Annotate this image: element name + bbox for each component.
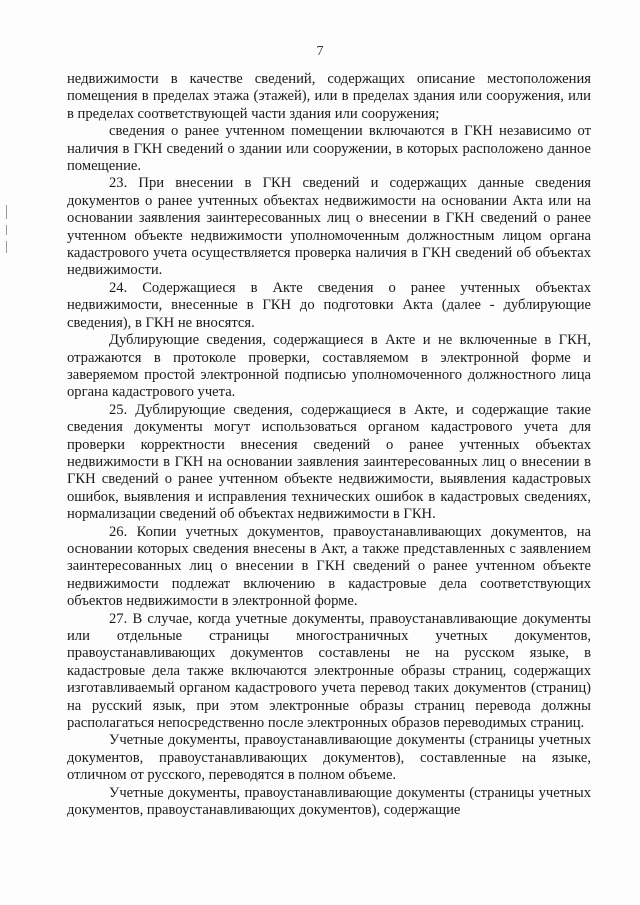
paragraph-item-26: 26. Копии учетных документов, правоустанавливающих документов, на основании которых сведения внесены в Акт, а также представленных с заявлением заинтересованных лиц о внесении в ГКН сведений о ранее учтенном объекте недвижимости подлежат включению в кадастровые дела соответствующих объектов недвижимости в электронной форме. bbox=[67, 523, 591, 610]
paragraph-continuation: недвижимости в качестве сведений, содержащих описание местоположения помещения в пределах этажа (этажей), или в пределах здания или сооружения, или в пределах соответствующей части здания или сооружения; bbox=[67, 71, 591, 122]
paragraph-item-27: 27. В случае, когда учетные документы, правоустанавливающие документы или отдельные страницы многостраничных учетных документов, правоустанавливающих документов составлены не на русском языке, в кадастровые дела также включаются электронные образы страниц, содержащих изготавливаемый органом кадастрового учета перевод таких документов (страниц) на русский язык, при этом электронные образы страниц перевода должны располагаться непосредственно после электронных образов переводимых страниц. bbox=[67, 610, 591, 732]
paragraph: сведения о ранее учтенном помещении включаются в ГКН независимо от наличия в ГКН сведений о здании или сооружении, в которых расположено данное помещение. bbox=[67, 123, 591, 175]
paragraph-item-24: 24. Содержащиеся в Акте сведения о ранее учтенных объектах недвижимости, внесенные в ГКН до подготовки Акта (далее - дублирующие сведения), в ГКН не вносятся. bbox=[67, 279, 591, 331]
document-body bbox=[67, 71, 591, 819]
paragraph: Учетные документы, правоустанавливающие документы (страницы учетных документов, правоустанавливающих документов), составленные на языке, отличном от русского, переводятся в полном объеме. bbox=[67, 732, 591, 784]
paragraph-truncated: Учетные документы, правоустанавливающие документы (страницы учетных документов, правоустанавливающих документов), содержащие bbox=[67, 784, 591, 819]
page-number: 7 bbox=[316, 44, 324, 59]
binding-edge-marks bbox=[6, 205, 8, 265]
paragraph-item-25: 25. Дублирующие сведения, содержащиеся в Акте, и содержащие такие сведения документы могут использоваться органом кадастрового учета для проверки корректности внесения сведений о ранее учтенных объектах недвижимости в ГКН на основании заявления заинтересованных лиц о внесении в ГКН сведений о ранее учтенном объекте недвижимости, выявления кадастровых ошибок, выявления и исправления технических ошибок в кадастровых сведениях, нормализации сведений об объектах недвижимости в ГКН. bbox=[67, 401, 591, 523]
paragraph-item-23: 23. При внесении в ГКН сведений и содержащих данные сведения документов о ранее учтенных объектах недвижимости на основании Акта или на основании заявления заинтересованных лиц о внесении в ГКН сведений о ранее учтенном объекте недвижимости уполномоченным должностным лицом органа кадастрового учета осуществляется проверка наличия в ГКН сведений об объектах недвижимости. bbox=[67, 175, 591, 279]
paragraph: Дублирующие сведения, содержащиеся в Акте и не включенные в ГКН, отражаются в протоколе проверки, составляемом в электронной форме и заверяемом простой электронной подписью уполномоченного должностного лица органа кадастрового учета. bbox=[67, 332, 591, 401]
